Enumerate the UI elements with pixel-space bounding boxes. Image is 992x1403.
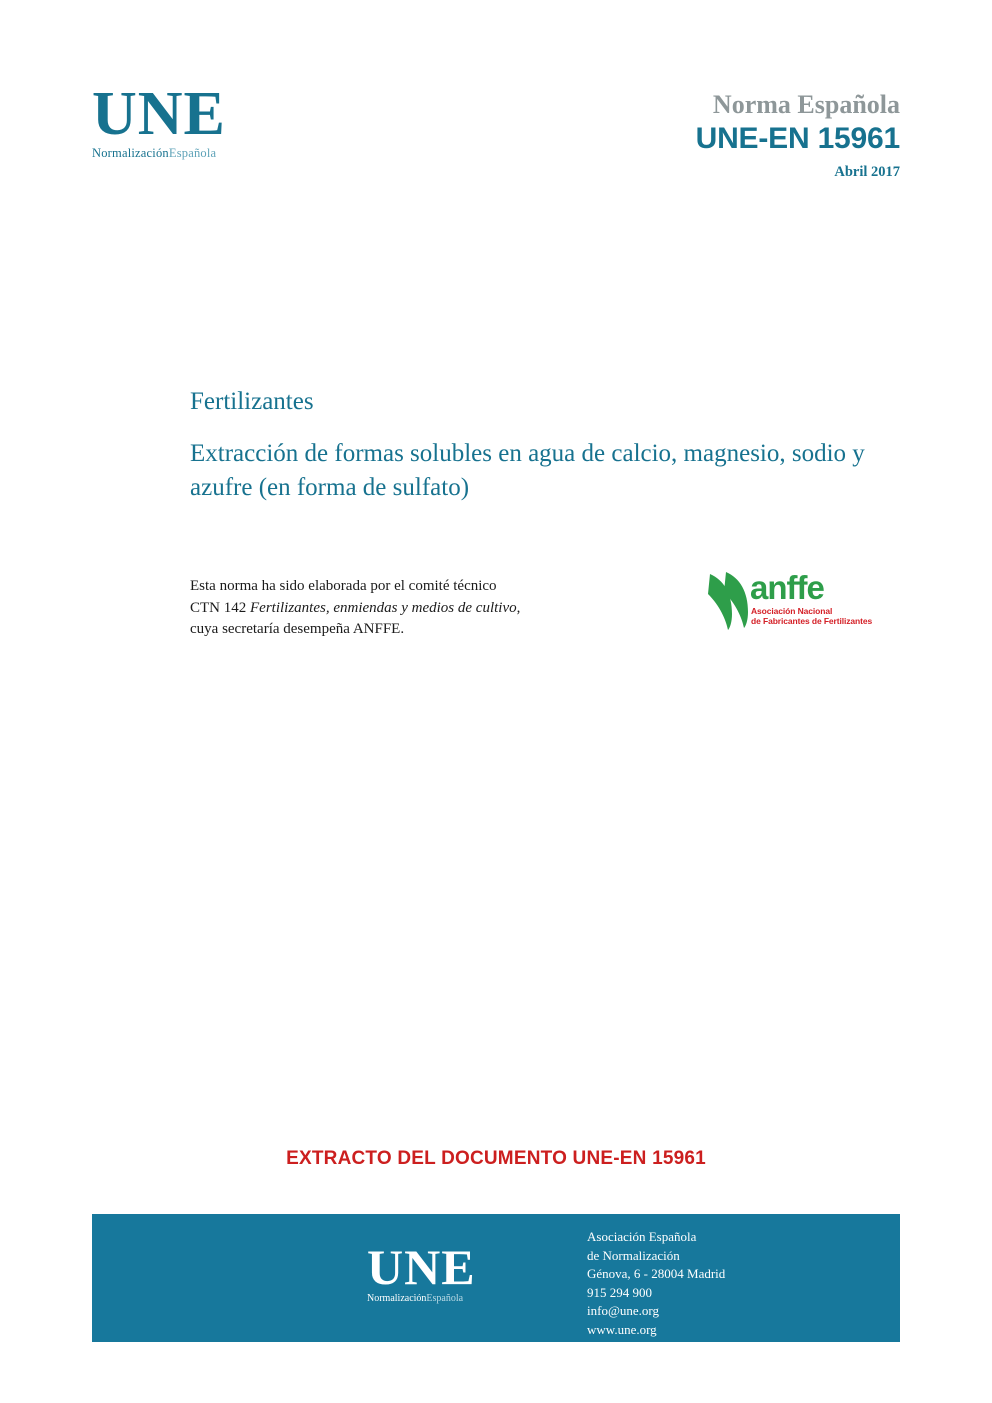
footer-phone: 915 294 900: [587, 1284, 652, 1300]
committee-note-line3: cuya secretaría desempeña ANFFE.: [190, 621, 405, 637]
anffe-logo: [706, 570, 886, 642]
committee-note: [190, 576, 660, 641]
page-footer: [92, 1214, 900, 1342]
committee-note-line2-pre: CTN 142: [190, 599, 250, 616]
footer-une-wordmark: UNE: [367, 1239, 476, 1295]
page-header: [0, 78, 992, 208]
extract-notice: EXTRACTO DEL DOCUMENTO UNE-EN 15961: [286, 1148, 706, 1169]
footer-org-line-1: Asociación Española: [587, 1229, 697, 1244]
anffe-wordmark: anffe: [750, 569, 824, 606]
une-logo-tagline-light: Española: [168, 146, 217, 160]
une-logo-tagline: [92, 146, 272, 161]
footer-address: Génova, 6 - 28004 Madrid: [587, 1266, 726, 1281]
document-title-block: [190, 385, 870, 505]
committee-note-line2-italic: Fertilizantes, enmiendas y medios de cultivo: [250, 599, 517, 616]
footer-une-tagline-bold: Normalización: [367, 1293, 427, 1304]
title-subject: Fertilizantes: [190, 388, 314, 415]
committee-note-line1: Esta norma ha sido elaborada por el comité técnico: [190, 578, 497, 594]
une-logo-tagline-bold: Normalización: [92, 146, 169, 160]
anffe-tagline-line1: Asociación Nacional: [751, 606, 833, 616]
publication-date: Abril 2017: [834, 164, 900, 180]
anffe-tagline-line2: de Fabricantes de Fertilizantes: [751, 616, 873, 626]
footer-une-logo: [367, 1239, 476, 1304]
footer-contact-info: [587, 1228, 725, 1339]
footer-une-tagline-light: Española: [426, 1293, 464, 1304]
anffe-leaf-icon: [706, 570, 750, 632]
norma-label: Norma Española: [712, 90, 900, 119]
standard-reference: UNE-EN 15961: [695, 122, 900, 155]
title-main: Extracción de formas solubles en agua de calcio, magnesio, sodio y azufre (en forma de sulfato): [190, 440, 865, 501]
footer-org-line-2: de Normalización: [587, 1247, 680, 1263]
une-logo-wordmark: UNE: [92, 80, 226, 148]
footer-une-tagline: [367, 1293, 476, 1304]
footer-email[interactable]: info@une.org: [587, 1303, 660, 1318]
footer-website[interactable]: www.une.org: [587, 1321, 657, 1337]
committee-note-line2-post: ,: [516, 599, 521, 616]
une-logo: [92, 80, 272, 161]
header-reference-block: [696, 90, 900, 181]
